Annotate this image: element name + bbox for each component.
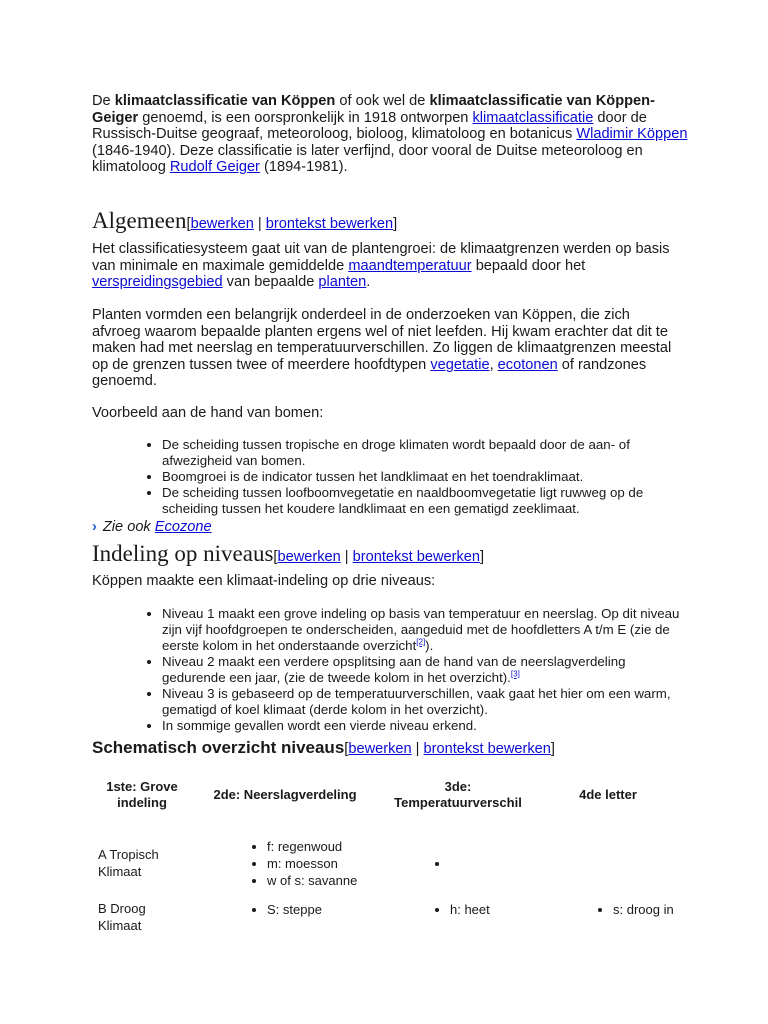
algemeen-paragraph-3: Voorbeeld aan de hand van bomen: xyxy=(92,405,324,421)
list-item: • S: steppe xyxy=(267,901,322,918)
link-vegetatie[interactable]: vegetatie xyxy=(430,356,490,373)
separator: | xyxy=(411,741,424,757)
table-header: 2de: Neerslagverdeling xyxy=(213,787,357,802)
levels-list xyxy=(140,606,687,734)
link-maandtemperatuur[interactable]: maandtemperatuur xyxy=(348,257,472,274)
intro-text: (1846-1940). Deze classificatie is later verfijnd, door vooral de Duitse meteoroloog en klimatoloog xyxy=(92,142,643,176)
table-cell: B Droog Klimaat xyxy=(98,901,146,933)
heading-text: Schematisch overzicht niveaus xyxy=(92,738,345,757)
see-also xyxy=(92,519,212,536)
section-heading-schematisch xyxy=(92,738,555,759)
list-item: • m: moesson xyxy=(267,855,357,872)
table-header: 3de: Temperatuurverschil xyxy=(394,779,522,810)
list-text: ). xyxy=(425,638,434,653)
intro-text: (1894-1981). xyxy=(259,159,348,176)
list-item: • Boomgroei is de indicator tussen het landklimaat en het toendraklimaat. xyxy=(162,469,702,485)
list-item xyxy=(162,606,687,654)
list-item: • De scheiding tussen loofboomvegetatie en naaldboomvegetatie ligt ruwweg op de scheiding tussen het koudere landklimaat en een gematigd zeeklimaat. xyxy=(162,485,702,517)
intro-text: door de Russisch-Duitse geograaf, meteoroloog, bioloog, klimatoloog en botanicus xyxy=(92,109,647,143)
table-cell-list xyxy=(430,855,450,872)
list-item: • s: droog in xyxy=(613,901,693,918)
edit-links xyxy=(187,216,398,232)
table-cell-list xyxy=(247,901,322,918)
list-item: • h: heet xyxy=(450,901,490,918)
section-heading-indeling xyxy=(92,541,484,570)
bracket-close: ] xyxy=(393,216,398,232)
table-cell: A Tropisch Klimaat xyxy=(98,847,159,879)
edit-links xyxy=(344,741,555,757)
table-header: 4de letter xyxy=(579,787,637,802)
bracket-open: [ xyxy=(273,549,278,565)
intro-bold-term: klimaatclassificatie van Köppen xyxy=(114,93,336,109)
algemeen-paragraph-2 xyxy=(92,307,682,390)
list-item: • w of s: savanne xyxy=(267,872,357,889)
edit-source-link[interactable]: brontekst bewerken xyxy=(265,216,394,232)
edit-link[interactable]: bewerken xyxy=(190,216,254,232)
list-text: Niveau 1 maakt een grove indeling op basis van temperatuur en neerslag. Op dit niveau zijn vijf hoofdgroepen te onderscheiden, aangeduid met de hoofdletters A t/m E (zie de eerste kolom in het onderstaande overzicht xyxy=(162,606,680,653)
table-header: 1ste: Grove indeling xyxy=(106,779,178,810)
intro-paragraph xyxy=(92,93,692,176)
intro-bold-term: klimaatclassificatie van Köppen-Geiger xyxy=(92,93,655,126)
link-verspreidingsgebied[interactable]: verspreidingsgebied xyxy=(92,274,223,291)
list-item: • De scheiding tussen tropische en droge klimaten wordt bepaald door de aan- of afwezigheid van bomen. xyxy=(162,437,702,469)
bracket-open: [ xyxy=(186,216,191,232)
separator: | xyxy=(340,549,353,565)
bracket-open: [ xyxy=(344,741,349,757)
trees-example-list xyxy=(140,437,702,517)
heading-text: Indeling op niveaus xyxy=(92,541,274,566)
intro-text: De xyxy=(92,93,115,109)
link-planten[interactable]: planten xyxy=(318,274,367,291)
intro-text: genoemd, is een oorspronkelijk in 1918 ontworpen xyxy=(138,109,473,126)
edit-source-link[interactable]: brontekst bewerken xyxy=(352,549,481,565)
intro-text: of ook wel de xyxy=(335,93,430,109)
paragraph-text: . xyxy=(366,274,371,291)
paragraph-text: bepaald door het xyxy=(471,257,586,274)
paragraph-text: of randzones genoemd. xyxy=(92,356,647,390)
edit-links xyxy=(273,549,484,565)
bracket-close: ] xyxy=(550,741,555,757)
heading-text: Algemeen xyxy=(92,208,187,233)
paragraph-text: Het classificatiesysteem gaat uit van de plantengroei: de klimaatgrenzen werden op basis van minimale en maximale gemiddelde xyxy=(92,241,670,274)
edit-link[interactable]: bewerken xyxy=(348,741,412,757)
list-item: • In sommige gevallen wordt een vierde niveau erkend. xyxy=(162,718,687,734)
chevron-right-icon: › xyxy=(92,519,97,535)
section-heading-algemeen xyxy=(92,208,397,237)
reference-link-2[interactable]: [2] xyxy=(416,637,426,647)
bracket-close: ] xyxy=(480,549,485,565)
list-text: Niveau 2 maakt een verdere opsplitsing aan de hand van de neerslagverdeling gedurende een jaar, (zie de tweede kolom in het overzicht). xyxy=(162,654,626,685)
edit-source-link[interactable]: brontekst bewerken xyxy=(423,741,551,757)
paragraph-text: , xyxy=(489,356,498,373)
see-also-label: Zie ook xyxy=(102,519,155,535)
indeling-paragraph: Köppen maakte een klimaat-indeling op drie niveaus: xyxy=(92,573,436,589)
list-item xyxy=(162,654,687,686)
table-cell-list xyxy=(593,901,693,918)
list-item: • Niveau 3 is gebaseerd op de temperatuurverschillen, vaak gaat het hier om een warm, gematigd of koel klimaat (derde kolom in het overzicht). xyxy=(162,686,687,718)
link-ecozone[interactable]: Ecozone xyxy=(154,519,212,535)
link-rudolf-geiger[interactable]: Rudolf Geiger xyxy=(169,159,260,176)
reference-link-3[interactable]: [3] xyxy=(510,669,520,679)
table-cell-list xyxy=(430,901,490,918)
list-item: • f: regenwoud xyxy=(267,838,357,855)
edit-link[interactable]: bewerken xyxy=(277,549,341,565)
link-klimaatclassificatie[interactable]: klimaatclassificatie xyxy=(472,109,594,126)
table-cell-list xyxy=(247,838,357,889)
paragraph-text: Planten vormden een belangrijk onderdeel in de onderzoeken van Köppen, die zich afvroeg waarom bepaalde planten ergens wel of niet leefden. Hij kwam erachter dat dit te maken had met neerslag en temperatuurverschillen. Zo liggen de klimaatgrenzen meestal op de grenzen tussen twee of meerdere hoofdtypen xyxy=(92,307,672,373)
separator: | xyxy=(253,216,266,232)
link-ecotonen[interactable]: ecotonen xyxy=(497,356,558,373)
link-wladimir-koppen[interactable]: Wladimir Köppen xyxy=(576,126,688,143)
algemeen-paragraph-1 xyxy=(92,241,688,291)
paragraph-text: van bepaalde xyxy=(222,274,319,291)
